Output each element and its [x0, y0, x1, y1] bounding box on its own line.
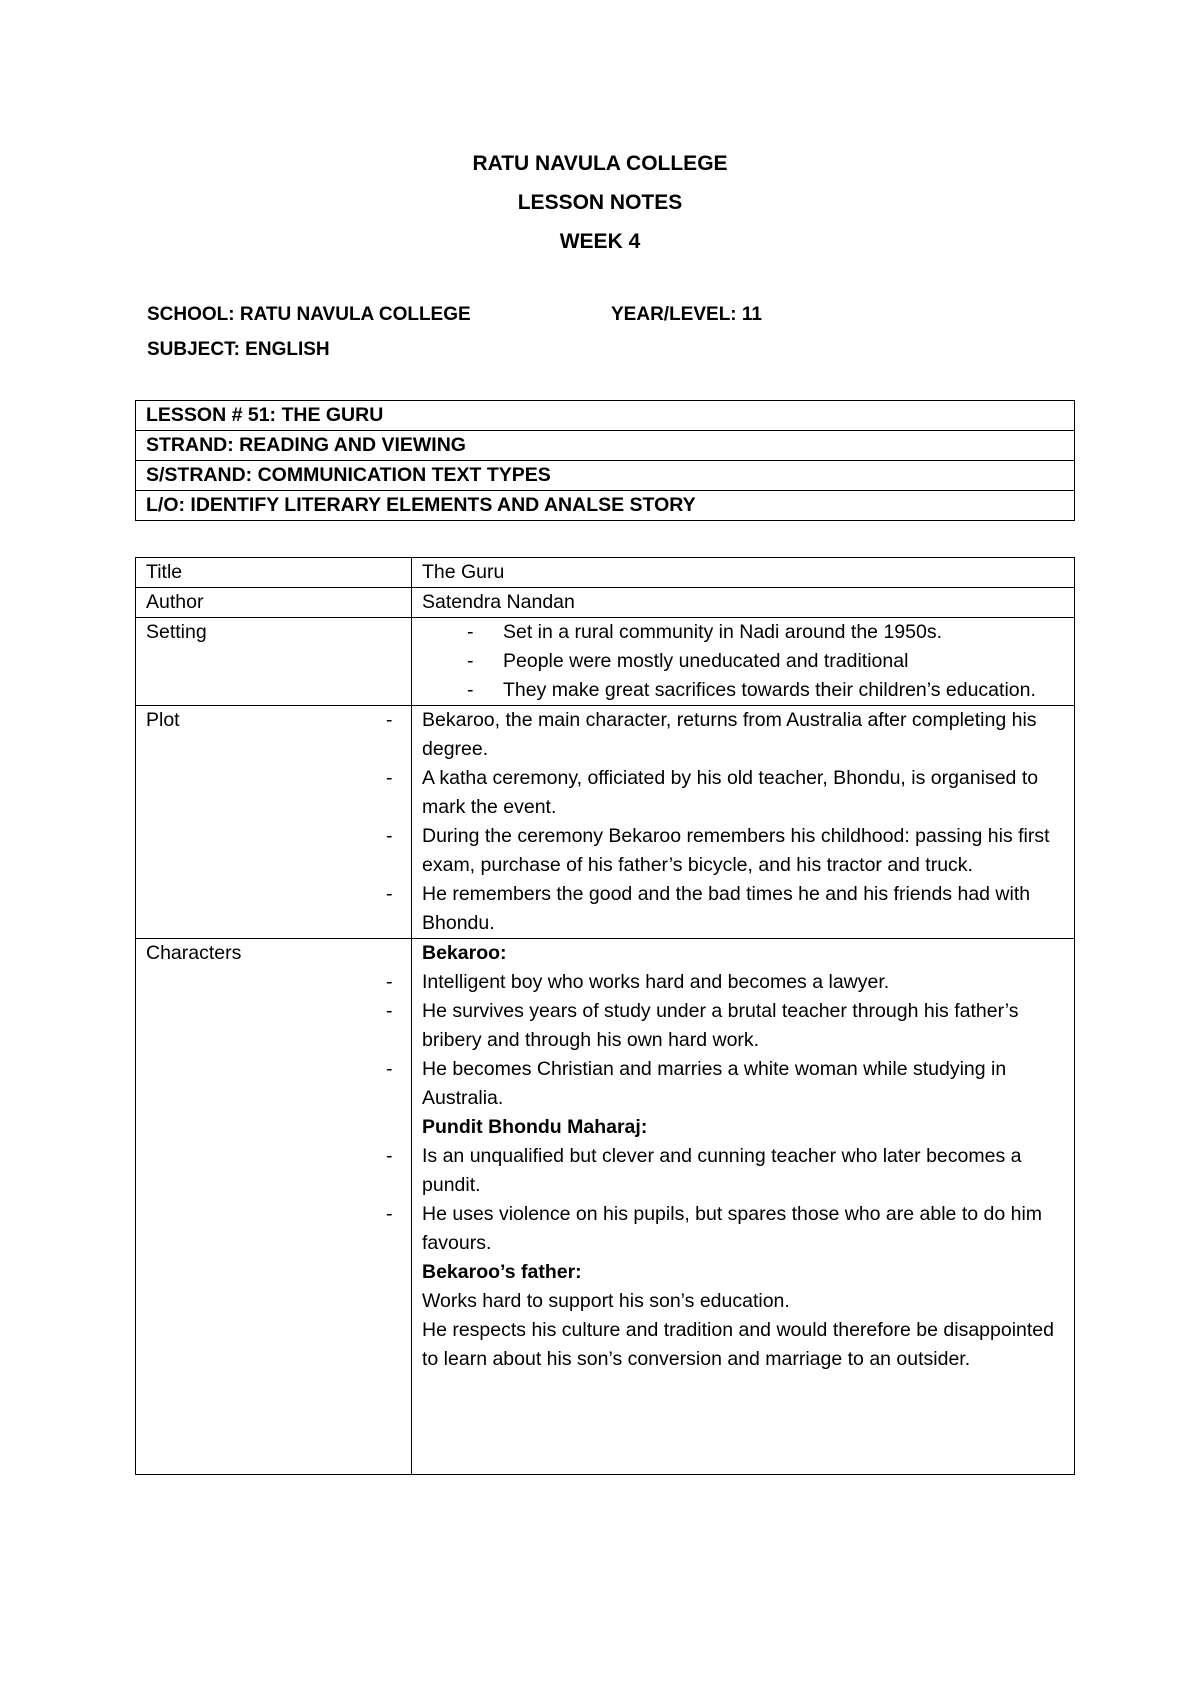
dash-bullet: -	[386, 971, 393, 993]
table-row	[136, 706, 1075, 939]
setting-cell	[412, 618, 1075, 706]
table-row	[136, 401, 1075, 431]
lesson-number: LESSON # 51: THE GURU	[136, 401, 1075, 431]
table-row	[136, 461, 1075, 491]
year-level-field: YEAR/LEVEL: 11	[611, 304, 762, 325]
dash-bullet: -	[386, 1145, 393, 1167]
father-line: Works hard to support his son’s education.	[422, 1290, 790, 1312]
list-item: - Set in a rural community in Nadi around the 1950s.	[503, 618, 1064, 647]
characters-cell	[386, 939, 1075, 1475]
sub-strand: S/STRAND: COMMUNICATION TEXT TYPES	[136, 461, 1075, 491]
title-value: The Guru	[412, 558, 1075, 588]
character-name-bekaroo: Bekaroo:	[422, 942, 507, 964]
dash-bullet: -	[386, 709, 393, 731]
table-row	[136, 431, 1075, 461]
plot-label: Plot	[136, 706, 412, 939]
dash-bullet: -	[467, 679, 474, 701]
subject-field: SUBJECT: ENGLISH	[147, 339, 330, 360]
list-item: - Intelligent boy who works hard and becomes a lawyer.	[422, 968, 1064, 997]
list-item: - People were mostly uneducated and traditional	[503, 647, 1064, 676]
list-item: - He uses violence on his pupils, but spares those who are able to do him favours.	[422, 1200, 1064, 1258]
setting-label: Setting	[136, 618, 412, 706]
bhondu-list	[386, 1142, 1064, 1258]
table-row	[136, 618, 1075, 706]
dash-bullet: -	[467, 650, 474, 672]
author-value: Satendra Nandan	[412, 588, 1075, 618]
list-item: - He remembers the good and the bad times he and his friends had with Bhondu.	[422, 880, 1064, 938]
dash-bullet: -	[386, 767, 393, 789]
lesson-info-table	[135, 400, 1075, 521]
characters-label: Characters	[136, 939, 412, 1475]
list-item: - He becomes Christian and marries a white woman while studying in Australia.	[422, 1055, 1064, 1113]
dash-bullet: -	[386, 1058, 393, 1080]
list-item: - During the ceremony Bekaroo remembers his childhood: passing his first exam, purchase of his father’s bicycle, and his tractor and truck.	[422, 822, 1064, 880]
table-row	[136, 588, 1075, 618]
dash-bullet: -	[467, 621, 474, 643]
strand: STRAND: READING AND VIEWING	[136, 431, 1075, 461]
title-label: Title	[136, 558, 412, 588]
list-item: - A katha ceremony, officiated by his old teacher, Bhondu, is organised to mark the event.	[422, 764, 1064, 822]
dash-bullet: -	[386, 1000, 393, 1022]
list-item: - Bekaroo, the main character, returns from Australia after completing his degree.	[422, 706, 1064, 764]
dash-bullet: -	[386, 883, 393, 905]
college-title: RATU NAVULA COLLEGE	[472, 152, 728, 175]
school-field: SCHOOL: RATU NAVULA COLLEGE	[147, 304, 471, 325]
character-name-bhondu: Pundit Bhondu Maharaj:	[422, 1116, 648, 1138]
table-row	[136, 491, 1075, 521]
dash-bullet: -	[386, 1203, 393, 1225]
bekaroo-list	[386, 968, 1064, 1113]
week-title: WEEK 4	[559, 230, 641, 253]
table-row	[136, 558, 1075, 588]
table-row	[136, 939, 1075, 1475]
learning-outcome: L/O: IDENTIFY LITERARY ELEMENTS AND ANALSE STORY	[136, 491, 1075, 521]
notes-table	[135, 557, 1075, 1475]
setting-list	[422, 618, 1064, 705]
character-name-father: Bekaroo’s father:	[422, 1261, 582, 1283]
plot-cell	[386, 706, 1075, 939]
list-item: - Is an unqualified but clever and cunning teacher who later becomes a pundit.	[422, 1142, 1064, 1200]
list-item: - They make great sacrifices towards their children’s education.	[503, 676, 1064, 705]
dash-bullet: -	[386, 825, 393, 847]
father-line: He respects his culture and tradition and would therefore be disappointed to learn about his son’s conversion and marriage to an outsider.	[422, 1319, 1054, 1370]
author-label: Author	[136, 588, 412, 618]
list-item: - He survives years of study under a brutal teacher through his father’s bribery and through his own hard work.	[422, 997, 1064, 1055]
plot-list	[386, 706, 1064, 938]
doc-type-title: LESSON NOTES	[517, 191, 683, 214]
